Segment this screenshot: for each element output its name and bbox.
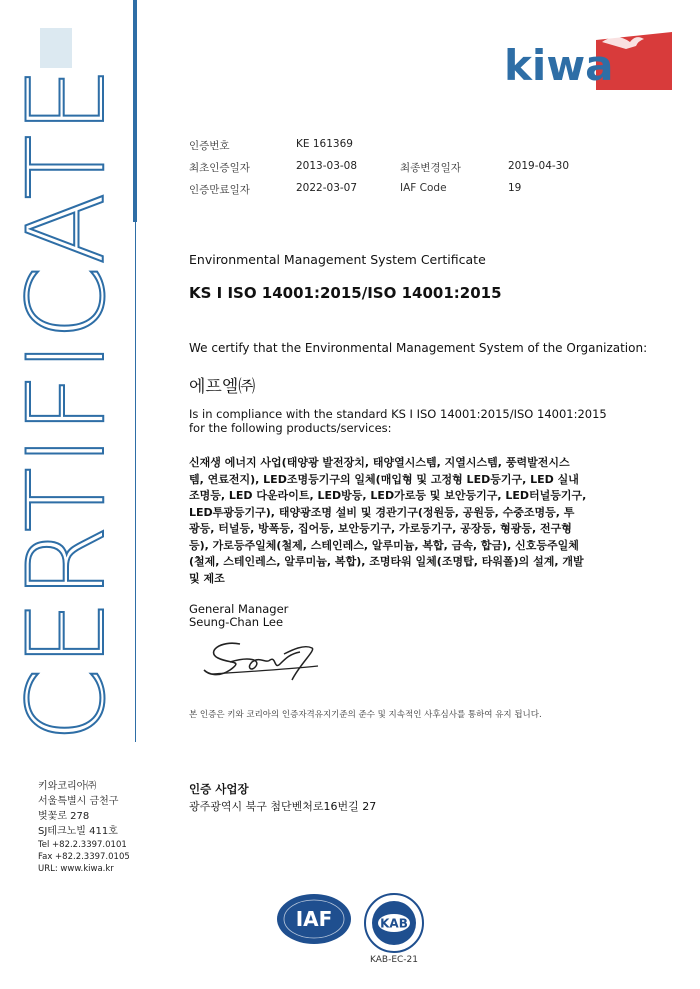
issuer-url: URL: www.kiwa.kr (38, 864, 114, 874)
certificate-title: Environmental Management System Certificate (189, 252, 486, 267)
site-address: 광주광역시 북구 첨단벤처로16번길 27 (189, 800, 377, 813)
issuer-addr-line: 벚꽃로 278 (38, 811, 90, 822)
products-line: 광등, 터널등, 방폭등, 집어등, 보안등기구, 가로등기구, 공장등, 형광등, 전구형 (189, 522, 572, 535)
iaf-code-label: IAF Code (400, 182, 447, 194)
kab-text: KAB (380, 916, 408, 931)
products-scope (189, 455, 609, 587)
logo-text: kiwa (504, 41, 614, 90)
products-line: 템, 연료전지), LED조명등기구의 일체(매입형 및 고정형 LED등기구, LED 실내 (189, 472, 579, 486)
compliance-line: for the following products/services: (189, 421, 392, 435)
cert-number: KE 161369 (296, 138, 353, 150)
compliance-line: Is in compliance with the standard KS I ISO 14001:2015/ISO 14001:2015 (189, 407, 607, 421)
issuer-fax: Fax +82.2.3397.0105 (38, 852, 130, 862)
initial-date: 2013-03-08 (296, 160, 358, 172)
expiry-date: 2022-03-07 (296, 182, 358, 194)
issuer-tel: Tel +82.2.3397.0101 (38, 840, 127, 850)
kab-mark (356, 893, 432, 953)
signature-image (200, 630, 330, 688)
products-line: 신재생 에너지 사업(태양광 발전장치, 태양열시스템, 지열시스템, 풍력발전시스 (189, 456, 570, 469)
certificate-standard: KS I ISO 14001:2015/ISO 14001:2015 (189, 284, 502, 302)
kab-code: KAB-EC-21 (370, 955, 418, 965)
compliance-statement (189, 407, 629, 435)
iaf-text: IAF (295, 907, 333, 931)
kiwa-logo (500, 30, 672, 90)
sidebar-line (135, 222, 136, 742)
iaf-mark (276, 893, 352, 945)
last-change-label: 최종변경일자 (400, 162, 461, 174)
products-line: 및 제조 (189, 571, 225, 585)
maintenance-notice: 본 인증은 키와 코리아의 인증자격유지기준의 준수 및 지속적인 사후심사를 통하여 유지 됩니다. (189, 710, 542, 720)
issuer-addr-line: 서울특별시 금천구 (38, 796, 119, 807)
organization-name: 에프엘㈜ (189, 377, 256, 397)
expiry-label: 인증만료일자 (189, 184, 250, 196)
corner-texture (40, 28, 72, 68)
last-change: 2019-04-30 (508, 160, 570, 172)
products-line: LED투광등기구), 태양광조명 설비 및 경관기구(정원등, 공원등, 수중조명등, 투 (189, 505, 575, 519)
issuer-addr-line: SJ테크노빌 411호 (38, 826, 118, 837)
certify-statement: We certify that the Environmental Management System of the Organization: (189, 341, 648, 355)
products-line: (철제, 스테인레스, 알루미늄, 복합), 조명타워 일체(조명탑, 타워폴)의 설계, 개발 (189, 555, 584, 568)
signatory-name: Seung-Chan Lee (189, 615, 284, 629)
iaf-code: 19 (508, 182, 522, 194)
signatory-title: General Manager (189, 602, 289, 616)
sidebar-bar (133, 0, 137, 222)
certificate-vertical-word: CERTIFICATE (5, 65, 128, 742)
products-line: 등), 가로등주일체(철제, 스테인레스, 알루미늄, 복합, 금속, 합금), 신호등주일체 (189, 538, 579, 552)
site-title: 인증 사업장 (189, 782, 249, 796)
products-line: 조명등, LED 다운라이트, LED방등, LED가로등 및 보안등기구, LED터널등기구, (189, 489, 587, 502)
cert-number-label: 인증번호 (189, 140, 230, 152)
issuer-name: 키와코리아㈜ (38, 781, 97, 792)
initial-date-label: 최초인증일자 (189, 162, 250, 174)
issuer-address (38, 779, 130, 875)
signatory-block (189, 603, 288, 629)
